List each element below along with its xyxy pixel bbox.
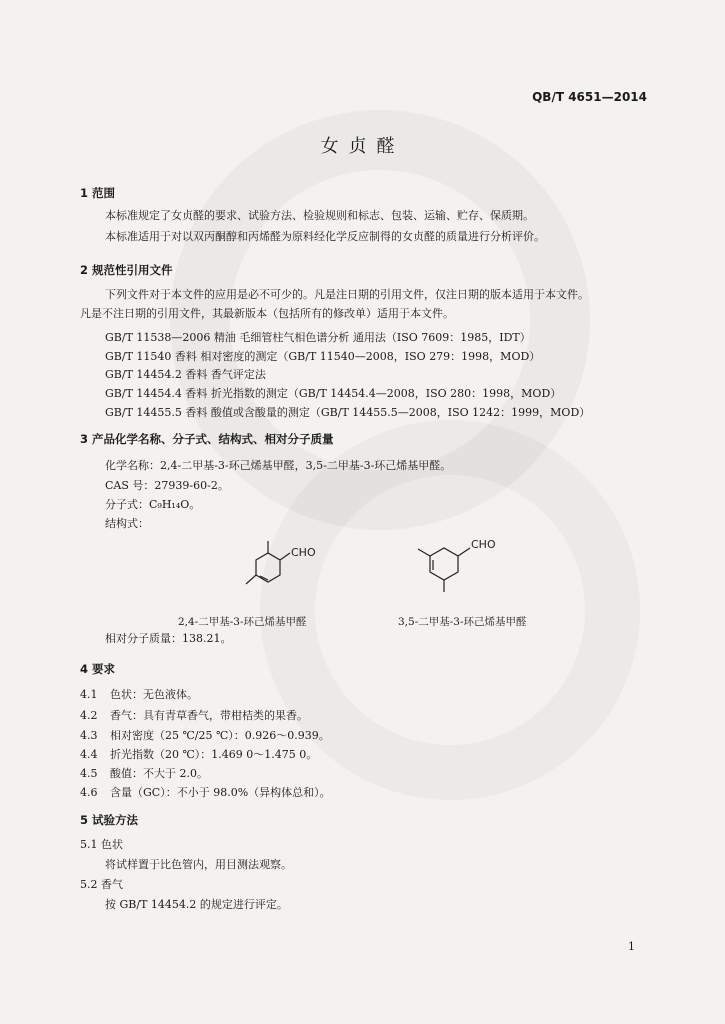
requirement-item: 4.6 含量（GC）：不小于 98.0%（异构体总和）。 (80, 786, 331, 799)
requirement-item: 4.2 香气：具有青草香气，带柑桔类的果香。 (80, 709, 308, 722)
requirement-item: 4.3 相对密度（25 ℃/25 ℃）：0.926～0.939。 (80, 729, 330, 742)
cas-number: CAS 号：27939-60-2。 (105, 479, 229, 492)
structure-diagram-1 (220, 538, 330, 608)
reference-item: GB/T 14455.5 香料 酸值或含酸量的测定（GB/T 14455.5—2008，ISO 1242：1999，MOD） (105, 406, 591, 419)
reference-item: GB/T 11540 香料 相对密度的测定（GB/T 11540—2008，ISO 279：1998，MOD） (105, 350, 541, 363)
paragraph: 下列文件对于本文件的应用是必不可少的。凡是注日期的引用文件，仅注日期的版本适用于本文件。 (105, 288, 589, 301)
standard-number: QB/T 4651—2014 (532, 90, 647, 104)
structure-caption-1: 2,4-二甲基-3-环己烯基甲醛 (178, 616, 307, 628)
document-title: 女贞醛 (320, 136, 405, 157)
section-heading: 4 要求 (80, 662, 116, 676)
section-heading: 2 规范性引用文件 (80, 263, 173, 277)
paragraph: 按 GB/T 14454.2 的规定进行评定。 (105, 898, 288, 911)
requirement-item: 4.4 折光指数（20 ℃）：1.469 0～1.475 0。 (80, 748, 318, 761)
subsection-heading: 5.2 香气 (80, 878, 123, 891)
section-heading: 5 试验方法 (80, 813, 139, 827)
reference-item: GB/T 14454.4 香料 折光指数的测定（GB/T 14454.4—2008，ISO 280：1998，MOD） (105, 387, 562, 400)
structure-label: 结构式： (105, 517, 149, 530)
chemical-name: 化学名称：2,4-二甲基-3-环己烯基甲醛，3,5-二甲基-3-环己烯基甲醛。 (105, 459, 452, 472)
aldehyde-group-label: CHO (471, 538, 496, 551)
reference-item: GB/T 11538—2006 精油 毛细管柱气相色谱分析 通用法（ISO 7609：1985，IDT） (105, 331, 531, 344)
aldehyde-group-label: CHO (291, 546, 316, 559)
structure-diagram-2 (400, 530, 520, 610)
requirement-item: 4.5 酸值：不大于 2.0。 (80, 767, 208, 780)
paragraph: 凡是不注日期的引用文件，其最新版本（包括所有的修改单）适用于本文件。 (80, 307, 454, 320)
structure-caption-2: 3,5-二甲基-3-环己烯基甲醛 (398, 616, 527, 628)
requirement-item: 4.1 色状：无色液体。 (80, 688, 198, 701)
section-heading: 3 产品化学名称、分子式、结构式、相对分子质量 (80, 432, 334, 446)
paragraph: 本标准适用于对以双丙酮醇和丙烯醛为原料经化学反应制得的女贞醛的质量进行分析评价。 (105, 230, 545, 243)
paragraph: 本标准规定了女贞醛的要求、试验方法、检验规则和标志、包装、运输、贮存、保质期。 (105, 209, 534, 222)
molecular-formula: 分子式：C₉H₁₄O。 (105, 498, 201, 511)
paragraph: 将试样置于比色管内，用目测法观察。 (105, 858, 292, 871)
section-heading: 1 范围 (80, 186, 116, 200)
page-number: 1 (628, 940, 635, 953)
reference-item: GB/T 14454.2 香料 香气评定法 (105, 368, 266, 381)
watermark-ring (260, 420, 640, 800)
molecular-weight: 相对分子质量：138.21。 (105, 632, 232, 645)
subsection-heading: 5.1 色状 (80, 838, 123, 851)
